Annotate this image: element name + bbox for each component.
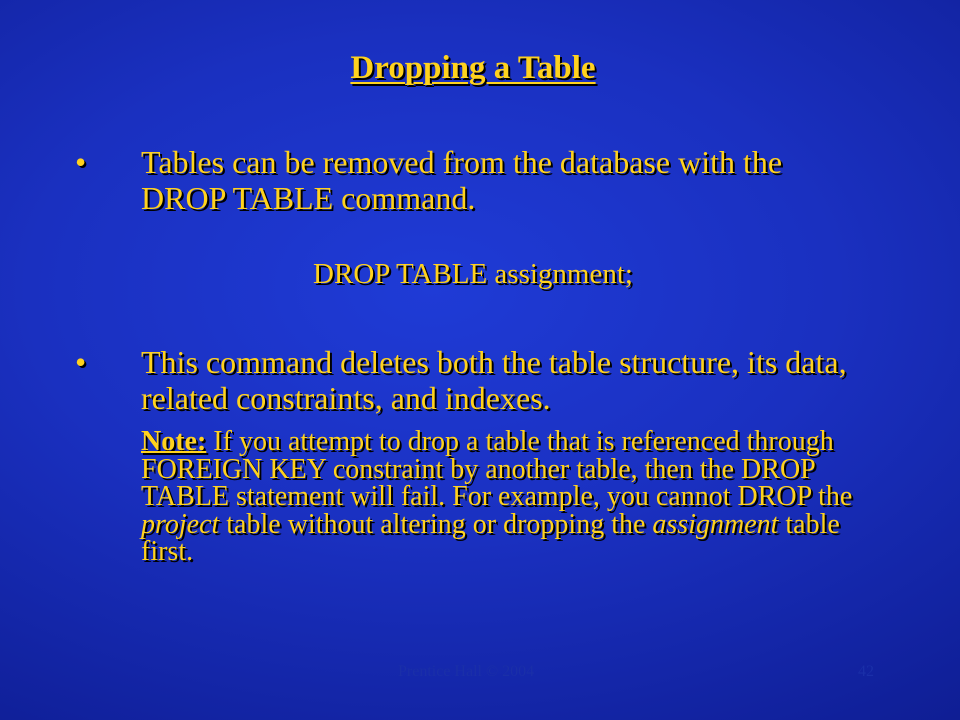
- note-text: table without altering or dropping the: [219, 508, 653, 540]
- footer-page-number: 42: [858, 663, 874, 680]
- note-italic-term: project: [141, 508, 220, 540]
- bullet-text: This command deletes both the table structure, its data, related constraints, and indexes.: [141, 344, 847, 416]
- bullet-icon: •: [75, 144, 87, 180]
- note-label: Note:: [141, 426, 207, 457]
- note-italic-term: assignment: [652, 508, 779, 540]
- footer-publisher: Prentice Hall © 2004: [398, 663, 535, 680]
- note-text: table first.: [141, 508, 840, 567]
- note-text: If you attempt to drop a table that is referenced through FOREIGN KEY constraint by another table, then the DROP TABLE statement will fail. For example, you cannot DROP the: [141, 426, 853, 512]
- bullet-item-1: [75, 144, 855, 216]
- slide-title: Dropping a Table: [350, 50, 596, 86]
- bullet-text: Tables can be removed from the database with the DROP TABLE command.: [141, 144, 783, 216]
- code-example: DROP TABLE assignment;: [313, 258, 633, 290]
- bullet-icon: •: [75, 344, 87, 380]
- bullet-item-2: [75, 344, 855, 416]
- note-paragraph: [141, 428, 861, 566]
